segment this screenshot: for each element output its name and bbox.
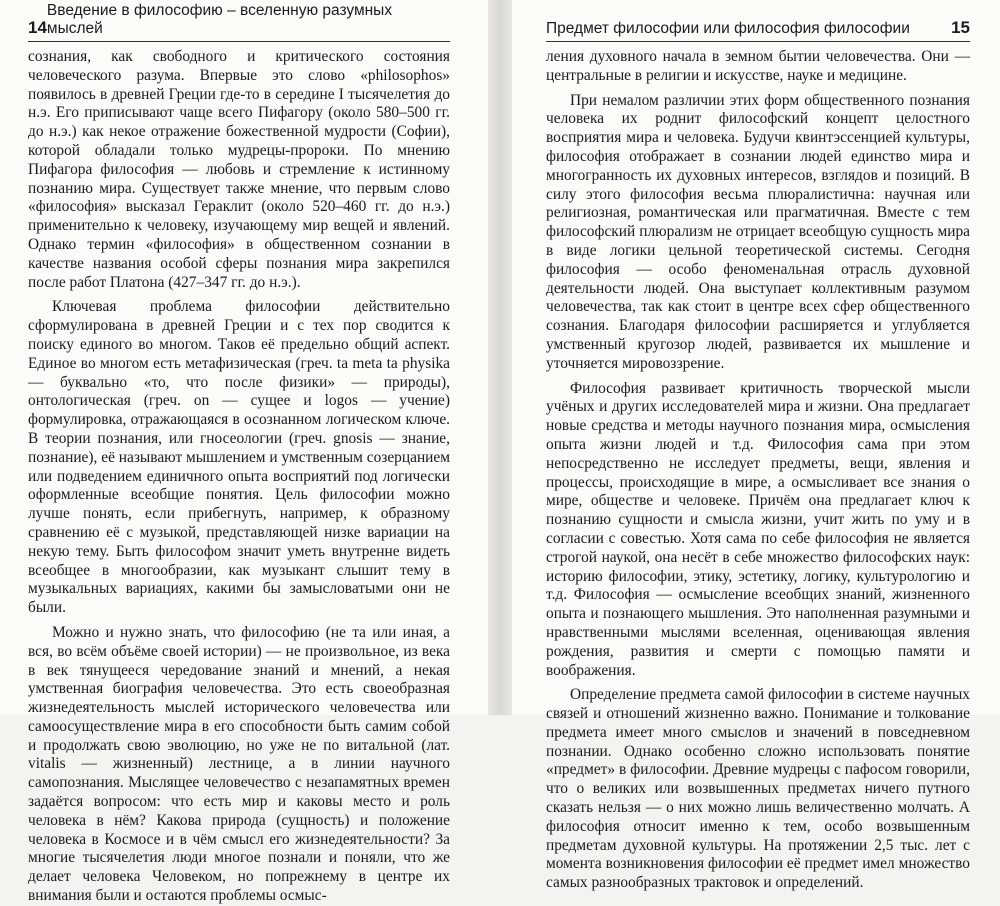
paragraph: Определение предмета самой философии в системе научных связей и отношений жизненно важно. Понимание и толкование предмета имеет много смыслов и значений в повседневном познании. Однако особенно сложно использовать понятие «предмет» в философии. Древние мудрецы с пафосом говорили, что о великих или возвышенных предметах ничего путного сказать нельзя — о них можно лишь величественно молчать. А философия относит именно к тем, особо возвышенным предметам духовной культуры. На протяжении 2,5 тыс. лет с момента возникновения философии её предмет имел множество самых разнообразных трактовок и определений. <box>546 686 970 892</box>
paragraph: ления духовного начала в земном бытии человечества. Они — центральные в религии и искусстве, науке и медицине. <box>546 48 970 84</box>
left-page <box>0 0 488 905</box>
paragraph: Ключевая проблема философии действительно сформулирована в древней Греции и с тех пор сводится к поиску единого во многом. Таков её предельно общий аспект. Единое во многом есть метафизическая (греч. ta meta ta physika — буквально «то, что после физики» — природы), онтологическая (греч. on — сущее и logos — учение) формулировка, отражающаяся в осознанном логическом ключе. В теории познания, или гносеологии (греч. gnosis — знание, познание), её называют мышлением и умственным созерцанием или подведением единичного опыта восприятий под логически оформленные всеобщие понятия. Цель философии можно лучше понять, если прибегнуть, например, к образному сравнению её с музыкой, представляющей низке вариации на некую тему. Быть философом значит уметь внутренне видеть всеобщее в многообразии, как музыкант слышит тему в музыкальных вариациях, какими бы замысловатыми они не были. <box>28 298 450 617</box>
book-gutter <box>488 0 512 715</box>
paragraph: При немалом различии этих форм общественного познания человека их роднит философский концепт целостного восприятия мира и человека. Будучи квинтэссенцией культуры, философия отображает в сознании людей единство мира и многогранность их духовных интересов, взглядов и позиций. В силу этого философия весьма плюралистична: научная или религиозная, романтическая или прагматичная. Вместе с тем философский плюрализм не отрицает всеобщую сущность мира в виде логики цельной теоретической системы. Сегодня философия — особо феноменальная отрасль духовной деятельности людей. Она выступает коллективным разумом человечества, так как стоит в центре всех сфер общественного сознания. Благодаря философии расширяется и углубляется умственный кругозор людей, развивается их мышление и уточняется мировоззрение. <box>546 91 970 372</box>
right-body <box>546 42 970 893</box>
left-body <box>28 42 450 906</box>
right-page <box>512 0 1000 892</box>
page-number-left: 14 <box>28 18 47 37</box>
running-head-right: Предмет философии или философия философии <box>546 20 910 37</box>
paragraph: Философия развивает критичность творческой мысли учёных и других исследователей мира и жизни. Она предлагает новые средства и методы научного познания мира, осмысления опыта жизни людей и т.д. Философия сама при этом непосредственно не исследует предметы, вещи, явления и процессы, происходящие в мире, а осмысливает все знания о мире, обществе и человеке. Причём она предлагает ключ к познанию сущности и смысла жизни, учит жить по уму и в согласии с совестью. Хотя сама по себе философия не является строгой наукой, она несёт в себе множество философских наук: историю философии, этику, эстетику, логику, культурологию и т.д. Философия — осмысление всеобщих знаний, жизненного опыта и познающего мышления. Это наполненная разумными и нравственными мыслями вселенная, оценивающая явления рождения, развития и смерти с помощью памяти и воображения. <box>546 379 970 679</box>
left-header <box>28 0 450 42</box>
running-head-left: Введение в философию – вселенную разумных мыслей <box>46 2 393 37</box>
right-header <box>546 0 970 42</box>
paragraph: Можно и нужно знать, что философию (не та или иная, а вся, во всём объёме своей истории) — не произвольное, из века в век тянущееся чередование знаний и мнений, а некая умственная биография человечества. Это есть своеобразная жизнедеятельность мыслей исторического человечества или самоосуществление мира в его способности быть самим собой и продолжать свою эволюцию, но уже не по витальной (лат. vitalis — жизненный) лестнице, а в линии научного самопознания. Мыслящее человечество с незапамятных времен задаётся вопросом: что есть мир и каковы место и роль человека в нём? Какова природа (сущность) и положение человека в Космосе и в чём смысл его жизнедеятельности? За многие тысячелетия люди многое познали и поняли, что же делает человека Человеком, но попрежнему в центре их внимания были и остаются проблемы осмыс- <box>28 623 450 905</box>
paragraph: сознания, как свободного и критического состояния человеческого разума. Впервые это слово «philosophos» появилось в древней Греции где-то в середине I тысячелетия до н.э. Его приписывают чаще всего Пифагору (около 580–500 гг. до н.э.) как некое отражение божественной мудрости (Софии), которой обладали только мудрецы-пророки. По мнению Пифагора философия — любовь и стремление к истинному познанию мира. Существует также мнение, что первым слово «философия» высказал Гераклит (около 520–460 гг. до н.э.) применительно к человеку, изучающему мир вещей и явлений. Однако термин «философия» в общественном сознании в качестве названия особой сферы познания мира закрепился после работ Платона (427–347 гг. до н.э.). <box>28 48 450 291</box>
page-number-right: 15 <box>951 18 970 37</box>
